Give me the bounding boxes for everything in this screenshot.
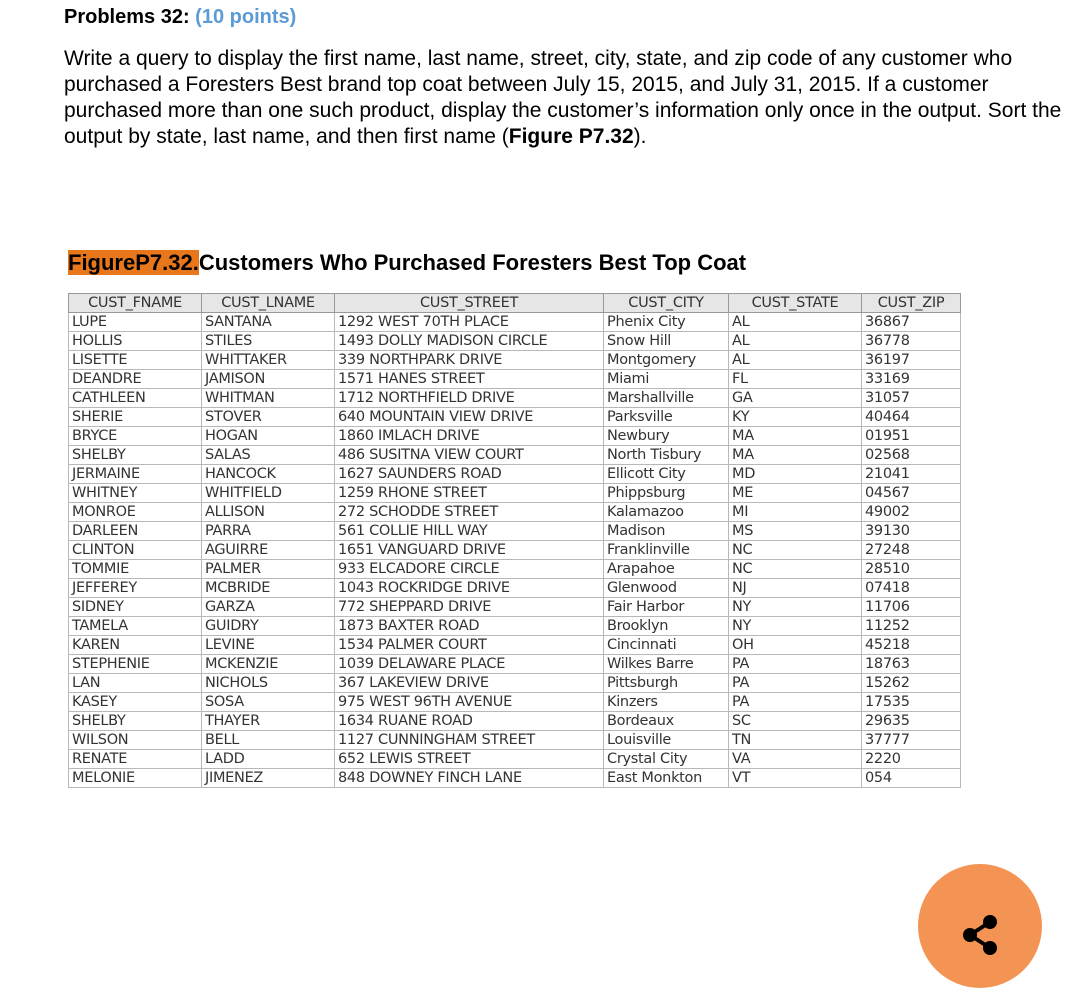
table-row	[69, 560, 961, 579]
table-cell: Franklinville	[604, 541, 729, 560]
table-cell: 31057	[862, 389, 961, 408]
table-cell: 01951	[862, 427, 961, 446]
table-cell: NC	[729, 541, 862, 560]
table-cell: 272 SCHODDE STREET	[335, 503, 604, 522]
table-cell: 04567	[862, 484, 961, 503]
table-cell: TOMMIE	[69, 560, 202, 579]
table-cell: Fair Harbor	[604, 598, 729, 617]
table-cell: 772 SHEPPARD DRIVE	[335, 598, 604, 617]
table-cell: PA	[729, 693, 862, 712]
table-cell: 652 LEWIS STREET	[335, 750, 604, 769]
table-cell: SANTANA	[202, 313, 335, 332]
table-cell: WHITTAKER	[202, 351, 335, 370]
table-cell: HANCOCK	[202, 465, 335, 484]
table-cell: DARLEEN	[69, 522, 202, 541]
table-row	[69, 427, 961, 446]
table-cell: MA	[729, 446, 862, 465]
table-cell: THAYER	[202, 712, 335, 731]
table-cell: STOVER	[202, 408, 335, 427]
table-row	[69, 389, 961, 408]
table-cell: 45218	[862, 636, 961, 655]
table-cell: LADD	[202, 750, 335, 769]
table-cell: VA	[729, 750, 862, 769]
table-row	[69, 503, 961, 522]
table-cell: 39130	[862, 522, 961, 541]
table-row	[69, 674, 961, 693]
problem-statement	[64, 46, 1069, 150]
table-cell: GUIDRY	[202, 617, 335, 636]
table-cell: 27248	[862, 541, 961, 560]
table-cell: Ellicott City	[604, 465, 729, 484]
table-cell: PA	[729, 674, 862, 693]
column-header: CUST_STREET	[335, 294, 604, 313]
table-row	[69, 484, 961, 503]
table-cell: TAMELA	[69, 617, 202, 636]
table-cell: BRYCE	[69, 427, 202, 446]
table-cell: Marshallville	[604, 389, 729, 408]
table-cell: MELONIE	[69, 769, 202, 788]
table-cell: Newbury	[604, 427, 729, 446]
table-cell: 1627 SAUNDERS ROAD	[335, 465, 604, 484]
table-cell: AL	[729, 351, 862, 370]
problem-heading	[64, 6, 296, 29]
table-cell: TN	[729, 731, 862, 750]
table-cell: Snow Hill	[604, 332, 729, 351]
table-cell: WHITNEY	[69, 484, 202, 503]
table-row	[69, 598, 961, 617]
table-cell: 1534 PALMER COURT	[335, 636, 604, 655]
table-cell: MI	[729, 503, 862, 522]
table-cell: SHERIE	[69, 408, 202, 427]
table-cell: KASEY	[69, 693, 202, 712]
table-cell: 1634 RUANE ROAD	[335, 712, 604, 731]
table-cell: Bordeaux	[604, 712, 729, 731]
table-cell: 36778	[862, 332, 961, 351]
table-cell: PARRA	[202, 522, 335, 541]
table-cell: MCBRIDE	[202, 579, 335, 598]
table-cell: Louisville	[604, 731, 729, 750]
table-cell: Montgomery	[604, 351, 729, 370]
table-cell: 49002	[862, 503, 961, 522]
table-cell: Pittsburgh	[604, 674, 729, 693]
problem-title: Problems 32:	[64, 6, 190, 28]
table-row	[69, 579, 961, 598]
figure-caption	[68, 250, 746, 276]
table-row	[69, 636, 961, 655]
figure-reference: Figure P7.32	[508, 125, 634, 148]
table-cell: 02568	[862, 446, 961, 465]
table-cell: Phenix City	[604, 313, 729, 332]
table-row	[69, 351, 961, 370]
table-cell: JERMAINE	[69, 465, 202, 484]
table-cell: NJ	[729, 579, 862, 598]
table-cell: Phippsburg	[604, 484, 729, 503]
table-cell: 40464	[862, 408, 961, 427]
table-cell: MCKENZIE	[202, 655, 335, 674]
table-cell: 640 MOUNTAIN VIEW DRIVE	[335, 408, 604, 427]
table-cell: HOLLIS	[69, 332, 202, 351]
column-header: CUST_LNAME	[202, 294, 335, 313]
figure-label: FigureP7.32.	[68, 250, 199, 275]
table-row	[69, 370, 961, 389]
table-row	[69, 693, 961, 712]
table-cell: STILES	[202, 332, 335, 351]
table-cell: AL	[729, 313, 862, 332]
table-cell: 36197	[862, 351, 961, 370]
table-cell: MS	[729, 522, 862, 541]
table-cell: LISETTE	[69, 351, 202, 370]
table-cell: 1493 DOLLY MADISON CIRCLE	[335, 332, 604, 351]
table-body	[69, 313, 961, 788]
table-cell: Brooklyn	[604, 617, 729, 636]
problem-points: (10 points)	[195, 6, 297, 28]
table-cell: SOSA	[202, 693, 335, 712]
table-cell: WILSON	[69, 731, 202, 750]
table-cell: KY	[729, 408, 862, 427]
customer-results-table	[68, 293, 961, 788]
table-cell: 561 COLLIE HILL WAY	[335, 522, 604, 541]
table-cell: Kalamazoo	[604, 503, 729, 522]
table-cell: NY	[729, 617, 862, 636]
problem-text-part-2: ).	[633, 125, 647, 148]
table-cell: MA	[729, 427, 862, 446]
table-cell: 1127 CUNNINGHAM STREET	[335, 731, 604, 750]
table-cell: 933 ELCADORE CIRCLE	[335, 560, 604, 579]
table-row	[69, 313, 961, 332]
figure-title: Customers Who Purchased Foresters Best Top Coat	[198, 250, 747, 275]
table-cell: 1039 DELAWARE PLACE	[335, 655, 604, 674]
table-cell: 17535	[862, 693, 961, 712]
table-cell: 975 WEST 96TH AVENUE	[335, 693, 604, 712]
table-row	[69, 446, 961, 465]
table-cell: SC	[729, 712, 862, 731]
table-row	[69, 750, 961, 769]
table-row	[69, 712, 961, 731]
table-cell: SHELBY	[69, 446, 202, 465]
table-cell: LEVINE	[202, 636, 335, 655]
table-cell: SIDNEY	[69, 598, 202, 617]
table-cell: East Monkton	[604, 769, 729, 788]
table-cell: PALMER	[202, 560, 335, 579]
table-cell: MONROE	[69, 503, 202, 522]
table-row	[69, 408, 961, 427]
table-cell: GARZA	[202, 598, 335, 617]
column-header: CUST_STATE	[729, 294, 862, 313]
table-cell: DEANDRE	[69, 370, 202, 389]
table-row	[69, 617, 961, 636]
table-cell: ME	[729, 484, 862, 503]
column-header: CUST_FNAME	[69, 294, 202, 313]
table-cell: 07418	[862, 579, 961, 598]
table-row	[69, 541, 961, 560]
table-cell: Parksville	[604, 408, 729, 427]
table-cell: 1651 VANGUARD DRIVE	[335, 541, 604, 560]
table-cell: North Tisbury	[604, 446, 729, 465]
table-cell: LUPE	[69, 313, 202, 332]
table-cell: LAN	[69, 674, 202, 693]
table-cell: AGUIRRE	[202, 541, 335, 560]
table-header-row	[69, 294, 961, 313]
table-cell: NC	[729, 560, 862, 579]
table-cell: 054	[862, 769, 961, 788]
table-cell: SHELBY	[69, 712, 202, 731]
table-cell: Glenwood	[604, 579, 729, 598]
table-cell: Madison	[604, 522, 729, 541]
table-cell: FL	[729, 370, 862, 389]
table-cell: Crystal City	[604, 750, 729, 769]
table-cell: 1259 RHONE STREET	[335, 484, 604, 503]
table-cell: 1571 HANES STREET	[335, 370, 604, 389]
table-cell: STEPHENIE	[69, 655, 202, 674]
table-cell: PA	[729, 655, 862, 674]
table-cell: Kinzers	[604, 693, 729, 712]
table-row	[69, 655, 961, 674]
table-cell: Cincinnati	[604, 636, 729, 655]
table-cell: WHITFIELD	[202, 484, 335, 503]
table-cell: Wilkes Barre	[604, 655, 729, 674]
table-cell: 36867	[862, 313, 961, 332]
table-row	[69, 332, 961, 351]
table-cell: 11706	[862, 598, 961, 617]
table-cell: 1873 BAXTER ROAD	[335, 617, 604, 636]
table-cell: 18763	[862, 655, 961, 674]
table-cell: ALLISON	[202, 503, 335, 522]
table-cell: HOGAN	[202, 427, 335, 446]
table-cell: GA	[729, 389, 862, 408]
table-row	[69, 522, 961, 541]
table-cell: 486 SUSITNA VIEW COURT	[335, 446, 604, 465]
table-cell: NY	[729, 598, 862, 617]
table-cell: SALAS	[202, 446, 335, 465]
table-cell: 339 NORTHPARK DRIVE	[335, 351, 604, 370]
table-cell: 367 LAKEVIEW DRIVE	[335, 674, 604, 693]
table-cell: 15262	[862, 674, 961, 693]
table-cell: 1292 WEST 70TH PLACE	[335, 313, 604, 332]
table-cell: MD	[729, 465, 862, 484]
table-cell: AL	[729, 332, 862, 351]
table-cell: 28510	[862, 560, 961, 579]
table-cell: 848 DOWNEY FINCH LANE	[335, 769, 604, 788]
table-cell: BELL	[202, 731, 335, 750]
table-cell: 33169	[862, 370, 961, 389]
table-cell: CLINTON	[69, 541, 202, 560]
table-cell: RENATE	[69, 750, 202, 769]
problem-text-part-1: Write a query to display the first name, last name, street, city, state, and zip code of any customer who purchased a Foresters Best brand top coat between July 15, 2015, and July 31, 2015. If a customer purchased more than one such product, display the customer’s information only once in the output. Sort the output by state, last name, and then first name (	[64, 47, 1062, 148]
table-cell: 29635	[862, 712, 961, 731]
share-button[interactable]	[918, 864, 1042, 988]
table-cell: 2220	[862, 750, 961, 769]
table-cell: Arapahoe	[604, 560, 729, 579]
table-cell: KAREN	[69, 636, 202, 655]
table-cell: CATHLEEN	[69, 389, 202, 408]
table-cell: 1860 IMLACH DRIVE	[335, 427, 604, 446]
table-cell: NICHOLS	[202, 674, 335, 693]
table-cell: 11252	[862, 617, 961, 636]
table-row	[69, 465, 961, 484]
share-icon	[958, 910, 1002, 960]
column-header: CUST_CITY	[604, 294, 729, 313]
table-cell: VT	[729, 769, 862, 788]
table-cell: 37777	[862, 731, 961, 750]
table-cell: 1043 ROCKRIDGE DRIVE	[335, 579, 604, 598]
table-cell: JIMENEZ	[202, 769, 335, 788]
table-row	[69, 769, 961, 788]
table-cell: JAMISON	[202, 370, 335, 389]
table-cell: OH	[729, 636, 862, 655]
table-cell: JEFFEREY	[69, 579, 202, 598]
table-row	[69, 731, 961, 750]
table-cell: WHITMAN	[202, 389, 335, 408]
table-cell: 1712 NORTHFIELD DRIVE	[335, 389, 604, 408]
column-header: CUST_ZIP	[862, 294, 961, 313]
table-cell: Miami	[604, 370, 729, 389]
table-cell: 21041	[862, 465, 961, 484]
